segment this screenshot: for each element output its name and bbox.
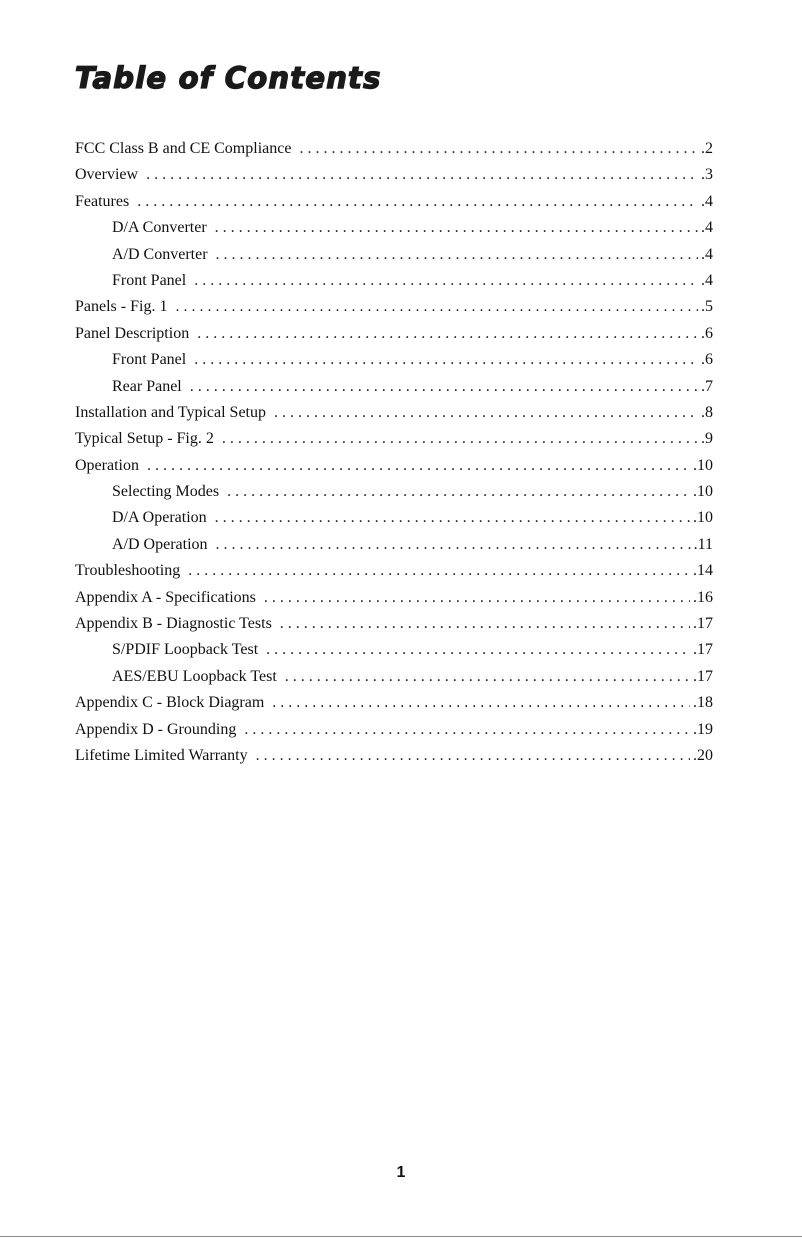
toc-entry[interactable] [75, 296, 713, 322]
toc-entry-label: Appendix C - Block Diagram [75, 694, 265, 712]
toc-dot-leader [222, 428, 698, 450]
toc-entry-page: .2 [701, 140, 713, 157]
toc-dot-leader [215, 507, 690, 529]
toc-dot-leader [175, 296, 698, 318]
toc-entry-label: Overview [75, 166, 139, 184]
toc-entry[interactable] [75, 587, 713, 613]
toc-entry-page: .17 [693, 615, 713, 633]
toc-entry-page: .4 [701, 192, 713, 210]
toc-entry[interactable] [75, 719, 713, 745]
toc-dot-leader [264, 587, 690, 609]
toc-entry-label: S/PDIF Loopback Test [112, 641, 259, 659]
toc-entry-label: FCC Class B and CE Compliance [75, 140, 292, 157]
toc-dot-leader [244, 719, 690, 741]
toc-dot-leader [216, 244, 698, 266]
toc-entry-label: Appendix A - Specifications [75, 588, 256, 606]
toc-dot-leader [266, 639, 690, 661]
toc-entry[interactable] [75, 138, 713, 164]
toc-entry-page: .16 [693, 588, 713, 606]
toc-subentry[interactable] [75, 639, 713, 665]
toc-entry-label: Troubleshooting [75, 562, 181, 580]
toc-entry[interactable] [75, 164, 713, 190]
toc-dot-leader [299, 138, 698, 160]
toc-dot-leader [280, 613, 690, 635]
toc-entry-label: Rear Panel [112, 377, 182, 395]
toc-entry-page: .17 [693, 667, 713, 685]
toc-subentry[interactable] [75, 244, 713, 270]
toc-entry-label: Selecting Modes [112, 483, 220, 501]
toc-entry-page: .20 [693, 746, 713, 764]
toc-subentry[interactable] [75, 534, 713, 560]
toc-subentry[interactable] [75, 217, 713, 243]
toc-entry-label: Lifetime Limited Warranty [75, 746, 248, 764]
toc-entry[interactable] [75, 402, 713, 428]
toc-subentry[interactable] [75, 507, 713, 533]
toc-subentry[interactable] [75, 270, 713, 296]
toc-entry-label: A/D Operation [112, 535, 208, 553]
toc-entry-label: Typical Setup - Fig. 2 [75, 430, 214, 448]
toc-entry-label: AES/EBU Loopback Test [112, 667, 277, 685]
toc-dot-leader [137, 191, 698, 213]
toc-entry-page: .4 [701, 271, 713, 289]
toc-entry-page: .3 [701, 166, 713, 184]
toc-entry-label: Features [75, 192, 130, 210]
toc-entry-page: .5 [701, 298, 713, 316]
toc-entry[interactable] [75, 560, 713, 586]
toc-dot-leader [147, 455, 690, 477]
toc-dot-leader [256, 745, 690, 767]
toc-entry-label: Front Panel [112, 351, 187, 369]
toc-dot-leader [272, 692, 690, 714]
toc-entry-page: .4 [701, 245, 713, 263]
toc-subentry[interactable] [75, 349, 713, 375]
toc-entry-label: Appendix D - Grounding [75, 720, 237, 738]
toc-dot-leader [216, 534, 691, 556]
toc-entry-label: D/A Operation [112, 509, 207, 527]
toc-dot-leader [197, 323, 698, 345]
toc-entry-page: .14 [693, 562, 713, 580]
toc-entry-label: Panels - Fig. 1 [75, 298, 168, 316]
page-title: Table of Contents [75, 61, 382, 95]
toc-entry-page: .18 [693, 694, 713, 712]
toc-entry[interactable] [75, 613, 713, 639]
toc-entry-label: Panel Description [75, 324, 190, 342]
toc-entry[interactable] [75, 191, 713, 217]
toc-entry-label: Front Panel [112, 271, 187, 289]
toc-entry-page: .7 [701, 377, 713, 395]
toc-entry-label: Operation [75, 456, 139, 474]
toc-dot-leader [285, 666, 690, 688]
toc-entry[interactable] [75, 323, 713, 349]
toc-entry-label: Appendix B - Diagnostic Tests [75, 615, 272, 633]
table-of-contents [75, 138, 713, 771]
toc-dot-leader [215, 217, 698, 239]
toc-entry-page: .8 [701, 403, 713, 421]
toc-subentry[interactable] [75, 666, 713, 692]
page-number: 1 [396, 1164, 406, 1181]
toc-dot-leader [194, 270, 698, 292]
toc-dot-leader [227, 481, 690, 503]
toc-dot-leader [146, 164, 698, 186]
toc-entry-page: .6 [701, 351, 713, 369]
toc-entry-page: .4 [701, 219, 713, 237]
toc-subentry[interactable] [75, 376, 713, 402]
page-bottom-rule [0, 1236, 802, 1237]
toc-entry-page: .9 [701, 430, 713, 448]
toc-entry-page: .10 [693, 483, 713, 501]
toc-entry-page: .11 [693, 535, 713, 553]
toc-entry-page: .6 [701, 324, 713, 342]
toc-entry[interactable] [75, 428, 713, 454]
toc-entry-page: .17 [693, 641, 713, 659]
toc-entry-label: Installation and Typical Setup [75, 403, 266, 421]
toc-entry-label: D/A Converter [112, 219, 207, 237]
toc-entry-page: .10 [693, 509, 713, 527]
toc-entry-page: .19 [693, 720, 713, 738]
toc-entry[interactable] [75, 692, 713, 718]
toc-entry[interactable] [75, 745, 713, 771]
toc-subentry[interactable] [75, 481, 713, 507]
toc-dot-leader [194, 349, 698, 371]
toc-dot-leader [188, 560, 690, 582]
toc-entry-page: .10 [693, 456, 713, 474]
toc-dot-leader [190, 376, 698, 398]
toc-entry-label: A/D Converter [112, 245, 208, 263]
toc-entry[interactable] [75, 455, 713, 481]
toc-dot-leader [274, 402, 698, 424]
